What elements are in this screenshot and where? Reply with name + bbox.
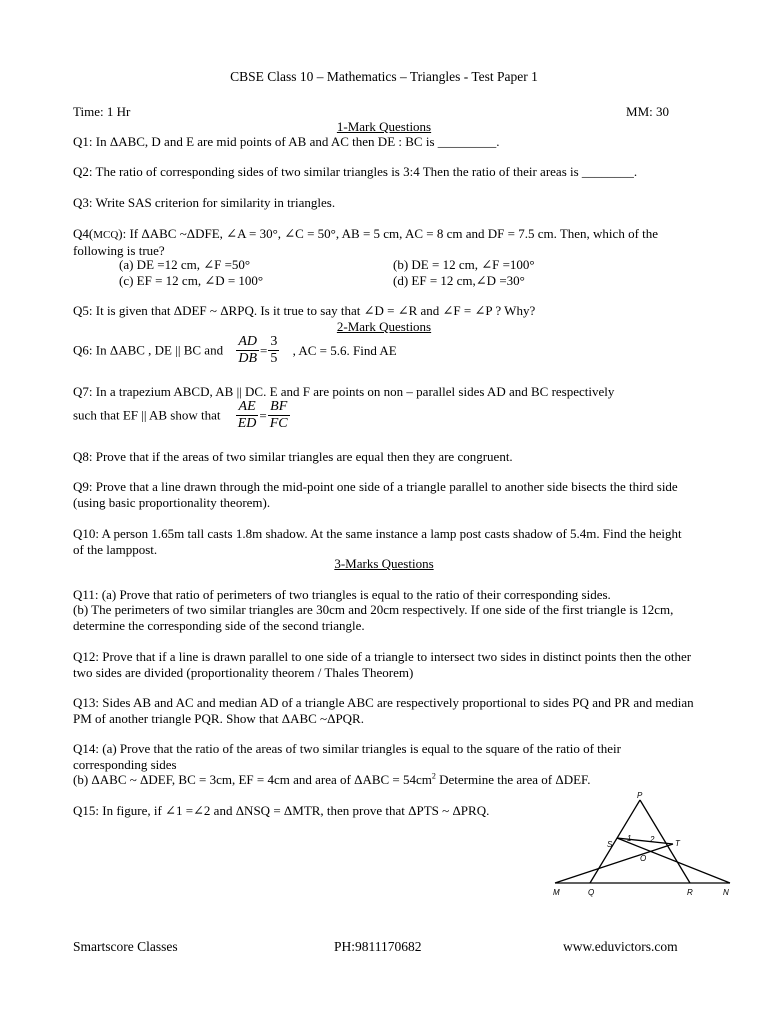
q4-options	[73, 257, 673, 291]
fraction-denominator: ED	[237, 416, 257, 431]
question-14a: Q14: (a) Prove that the ratio of the areas of two similar triangles is equal to the square of the ratio of their corresponding sides	[73, 741, 621, 772]
q7-fraction-bf-fc	[268, 399, 290, 432]
footer-left: Smartscore Classes	[73, 939, 178, 954]
fraction-numerator: BF	[270, 399, 288, 414]
triangle-figure	[545, 790, 745, 902]
question-7-line-1: Q7: In a trapezium ABCD, AB || DC. E and F are points on non – parallel sides AD and BC respectively	[73, 384, 615, 399]
equals-sign: =	[259, 407, 267, 423]
q14b-main: (b) ΔABC ~ ΔDEF, BC = 3cm, EF = 4cm and area of ΔABC = 54cm	[73, 772, 432, 787]
q7-line2-text: such that EF || AB show that	[73, 407, 221, 423]
q4-text: ): If ΔABC ~ΔDFE, ∠A = 30°, ∠C = 50°, AB = 5 cm, AC = 8 cm and DF = 7.5 cm. Then, which of the following is true?	[73, 226, 659, 258]
section-heading-three-mark	[73, 556, 695, 572]
question-9: Q9: Prove that a line drawn through the mid-point one side of a triangle parallel to another side bisects the third side (using basic proportionality theorem).	[73, 479, 678, 510]
q4-option-a: (a) DE =12 cm, ∠F =50°	[119, 257, 251, 272]
question-2: Q2: The ratio of corresponding sides of two similar triangles is 3:4 Then the ratio of their areas is ________.	[73, 164, 638, 179]
paper-title: CBSE Class 10 – Mathematics – Triangles - Test Paper 1	[230, 69, 538, 84]
question-14b	[73, 772, 695, 788]
label-n: N	[723, 888, 729, 897]
question-6	[73, 334, 695, 367]
footer-website: www.eduvictors.com	[563, 939, 678, 954]
question-1: Q1: In ΔABC, D and E are mid points of AB and AC then DE : BC is _________.	[73, 134, 500, 149]
time-label: Time: 1 Hr	[73, 104, 131, 119]
section-heading-text: 2-Mark Questions	[336, 319, 432, 334]
footer-phone: PH:9811170682	[334, 939, 422, 954]
question-7-line-2	[73, 399, 695, 432]
fraction-denominator: FC	[269, 416, 288, 431]
q4-mcq-tag: MCQ	[93, 229, 119, 241]
label-m: M	[553, 888, 560, 897]
q14b-superscript: 2	[431, 771, 436, 781]
section-heading-text: 1-Mark Questions	[336, 119, 432, 134]
marks-label: MM: 30	[626, 104, 669, 119]
fraction-numerator: 3	[270, 334, 278, 349]
q4-option-b: (b) DE = 12 cm, ∠F =100°	[393, 257, 535, 272]
question-11b: (b) The perimeters of two similar triangles are 30cm and 20cm respectively. If one side of the first triangle is 12cm, determine the corresponding side of the second triangle.	[73, 602, 674, 633]
question-4	[73, 226, 695, 259]
q4-option-d: (d) EF = 12 cm,∠D =30°	[393, 273, 525, 288]
line-mt	[555, 844, 673, 883]
q6-prefix: Q6: In ΔABC , DE || BC and	[73, 342, 224, 358]
question-10: Q10: A person 1.65m tall casts 1.8m shadow. At the same instance a lamp post casts shadow of 5.4m. Find the height of the lamppost.	[73, 526, 682, 557]
header-row	[73, 104, 695, 120]
question-12: Q12: Prove that if a line is drawn parallel to one side of a triangle to intersect two sides in distinct points then the other two sides are divided (proportionality theorem / Thales Theorem)	[73, 649, 692, 680]
question-15: Q15: In figure, if ∠1 =∠2 and ΔNSQ = ΔMTR, then prove that ΔPTS ~ ΔPRQ.	[73, 803, 490, 818]
label-o: O	[640, 854, 647, 863]
question-11a: Q11: (a) Prove that ratio of perimeters of two triangles is equal to the ratio of their corresponding sides.	[73, 587, 611, 602]
fraction-numerator: AD	[238, 334, 257, 349]
fraction-numerator: AE	[238, 399, 256, 414]
q6-fraction-3-5	[268, 334, 279, 367]
section-heading-text: 3-Marks Questions	[334, 556, 434, 571]
equals-sign: =	[260, 342, 268, 358]
section-heading-one-mark	[73, 119, 695, 135]
label-angle-2: 2	[650, 835, 655, 844]
question-3: Q3: Write SAS criterion for similarity in triangles.	[73, 195, 336, 210]
label-p: P	[637, 791, 643, 800]
section-heading-two-mark	[73, 319, 695, 335]
question-5: Q5: It is given that ΔDEF ~ ΔRPQ. Is it true to say that ∠D = ∠R and ∠F = ∠P ? Why?	[73, 303, 536, 318]
q14b-end: Determine the area of ΔDEF.	[435, 772, 591, 787]
question-13: Q13: Sides AB and AC and median AD of a triangle ABC are respectively proportional to sides PQ and PR and median PM of another triangle PQR. Show that ΔABC ~ΔPQR.	[73, 695, 694, 726]
q4-option-c: (c) EF = 12 cm, ∠D = 100°	[119, 273, 264, 288]
q6-fraction-ad-db	[236, 334, 259, 367]
label-angle-1: 1	[627, 834, 632, 843]
line-sn	[617, 838, 730, 883]
label-r: R	[687, 888, 693, 897]
fraction-denominator: DB	[238, 351, 257, 366]
q7-fraction-ae-ed	[236, 399, 259, 432]
label-s: S	[607, 840, 613, 849]
question-8: Q8: Prove that if the areas of two similar triangles are equal then they are congruent.	[73, 449, 513, 464]
label-t: T	[675, 839, 680, 848]
label-q: Q	[588, 888, 595, 897]
q6-suffix: , AC = 5.6. Find AE	[292, 342, 397, 358]
q4-prefix: Q4(	[73, 226, 94, 241]
side-pq	[590, 800, 640, 883]
fraction-denominator: 5	[270, 351, 278, 366]
